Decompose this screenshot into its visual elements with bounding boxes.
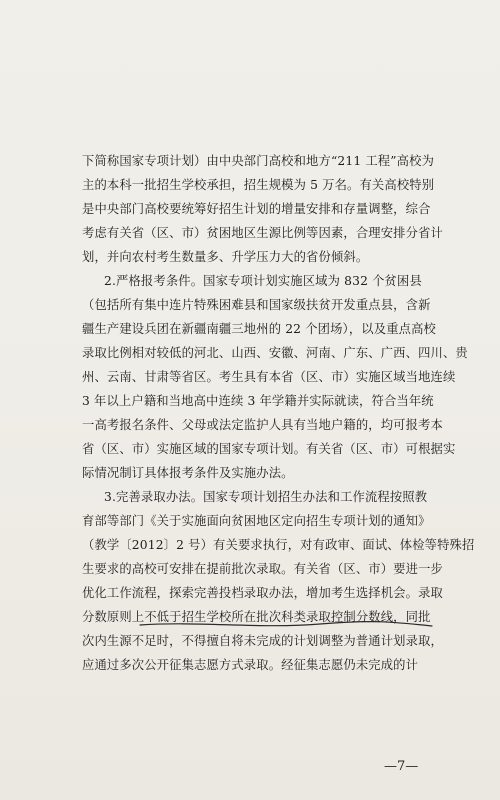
text-line: 2.严格报考条件。国家专项计划实施区域为 832 个贫困县: [104, 274, 422, 288]
text-line: 一高考报名条件、父母或法定监护人具有当地户籍的，均可报考本: [82, 418, 443, 432]
text-line: 划，并向农村考生数量多、升学压力大的省份倾斜。: [82, 250, 369, 264]
text-line: 疆生产建设兵团在新疆南疆三地州的 22 个团场），以及重点高校: [82, 322, 436, 336]
text-line: 次内生源不足时，不得擅自将未完成的计划调整为普通计划录取，: [82, 634, 443, 648]
text-line: 育部等部门《关于实施面向贫困地区定向招生专项计划的通知》: [82, 514, 431, 528]
text-line: （教学〔2012〕2 号）有关要求执行，对有政审、面试、体检等特殊招: [82, 538, 475, 552]
text-line: 3 年以上户籍和当地高中连续 3 年学籍并实际就读，符合当年统: [82, 394, 434, 408]
text-line: 主的本科一批招生学校承担，招生规模为 5 万名。有关高校特别: [82, 178, 435, 192]
text-line: （包括所有集中连片特殊困难县和国家级扶贫开发重点县，含新: [82, 298, 431, 312]
text-line: 州、云南、甘肃等省区。考生具有本省（区、市）实施区域当地连续: [82, 370, 456, 384]
text-line: 3.完善录取办法。国家专项计划招生办法和工作流程按照教: [104, 490, 428, 504]
text-line: 应通过多次公开征集志愿方式录取。经征集志愿仍未完成的计: [82, 658, 419, 672]
text-line: 分数原则上不低于招生学校所在批次科类录取控制分数线，同批: [82, 610, 431, 624]
text-line: 际情况制订具体报考条件及实施办法。: [82, 466, 294, 480]
text-line: 是中央部门高校要统筹好招生计划的增量安排和存量调整，综合: [82, 202, 431, 216]
text-line: 省（区、市）实施区域的国家专项计划。有关省（区、市）可根据实: [82, 442, 456, 456]
text-line: 优化工作流程，探索完善投档录取办法，增加考生选择机会。录取: [82, 586, 443, 600]
text-line: 生要求的高校可安排在提前批次录取。有关省（区、市）要进一步: [82, 562, 443, 576]
text-line: 考虑有关省（区、市）贫困地区生源比例等因素，合理安排分省计: [82, 226, 443, 240]
text-line: 下简称国家专项计划）由中央部门高校和地方“211 工程”高校为: [82, 154, 435, 168]
text-line: 录取比例相对较低的河北、山西、安徽、河南、广东、广西、四川、贵: [82, 346, 468, 360]
page-number: —7—: [384, 759, 419, 774]
